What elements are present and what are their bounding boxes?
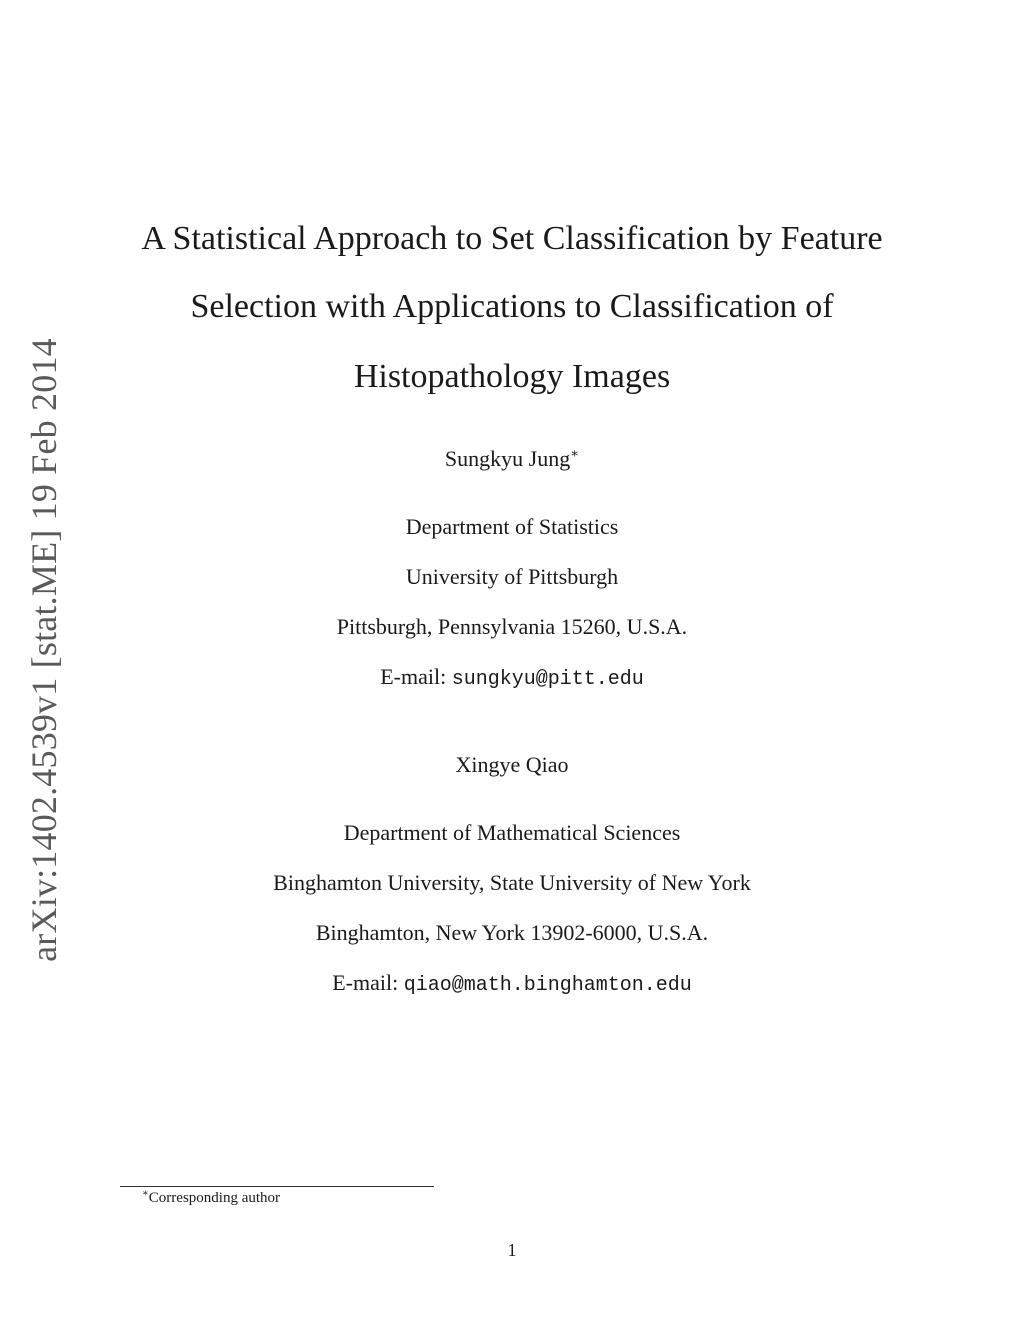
title-line-1: A Statistical Approach to Set Classification by Feature: [141, 220, 883, 257]
title-line-2: Selection with Applications to Classification of: [190, 288, 834, 325]
author2-name: Xingye Qiao: [455, 752, 569, 777]
page-number: 1: [507, 1240, 517, 1260]
footnote-text: Corresponding author: [148, 1190, 281, 1206]
author1-institution: University of Pittsburgh: [405, 564, 619, 589]
author1-name-line: [112, 445, 912, 471]
author1-department: Department of Statistics: [405, 514, 619, 539]
author2-email[interactable]: qiao@math.binghamton.edu: [403, 974, 692, 997]
author1-email-label: E-mail:: [380, 664, 447, 689]
footnote-mark: ∗: [142, 1188, 149, 1199]
author1-email-line: [112, 666, 912, 690]
author2-department: Department of Mathematical Sciences: [343, 820, 681, 845]
author2-address: Binghamton, New York 13902-6000, U.S.A.: [315, 920, 709, 945]
author1-footnote-mark: ∗: [570, 445, 580, 461]
footnote-rule: [120, 1186, 434, 1187]
author2-email-label: E-mail:: [332, 970, 399, 995]
author2-institution: Binghamton University, State University of New York: [273, 870, 751, 895]
title-line-3: Histopathology Images: [353, 358, 671, 395]
author1-name: Sungkyu Jung: [444, 446, 571, 471]
footnote: [142, 1190, 280, 1207]
arxiv-sidebar-stamp: arXiv:1402.4539v1 [stat.ME] 19 Feb 2014: [24, 338, 64, 962]
author1-email[interactable]: sungkyu@pitt.edu: [451, 668, 644, 691]
author2-email-line: [112, 972, 912, 996]
author1-address: Pittsburgh, Pennsylvania 15260, U.S.A.: [336, 614, 688, 639]
